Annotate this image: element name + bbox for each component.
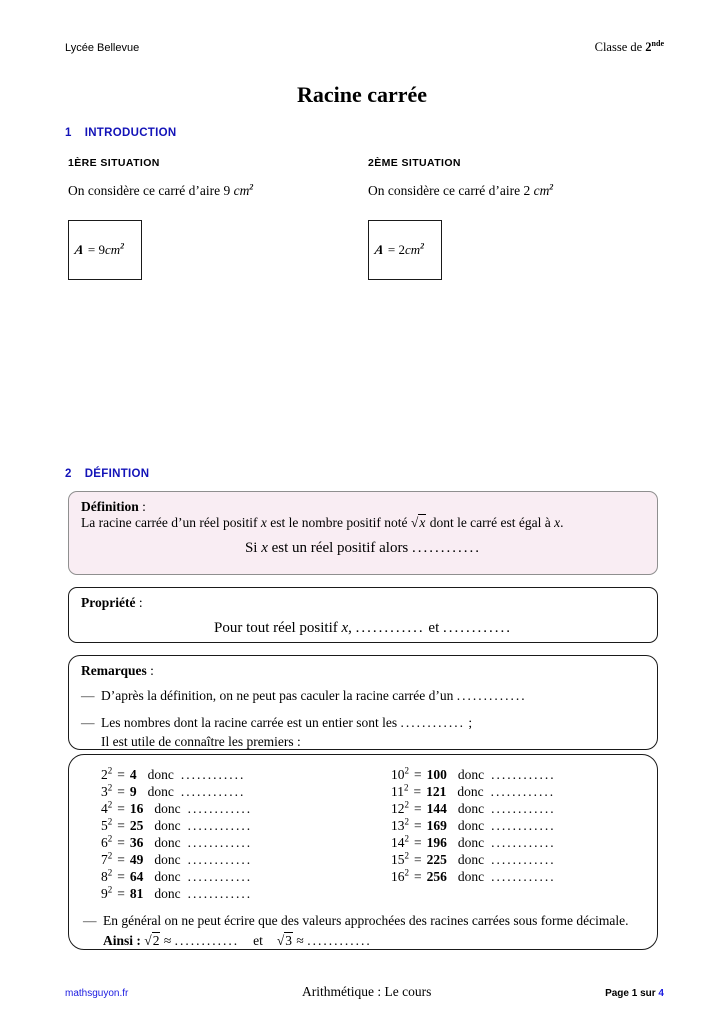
equation-row — [101, 851, 391, 868]
square-value: 225 — [426, 852, 447, 867]
area-formula-2 — [375, 242, 424, 258]
donc-word: donc — [457, 767, 485, 782]
fill-line-text: est un réel positif alors — [267, 540, 413, 556]
var-x: x — [260, 515, 267, 530]
square-exponent: 2 — [404, 867, 409, 878]
equals-sign: = — [413, 784, 422, 799]
square-base: 3 — [101, 784, 108, 799]
equation-row — [101, 783, 391, 800]
section-number: 2 — [65, 468, 72, 480]
situation-1-column — [68, 157, 368, 280]
definition-text: La racine carrée d’un réel positif — [81, 515, 261, 530]
equals-sign: = — [414, 852, 422, 867]
equals-sign: = — [414, 869, 422, 884]
dotted-blank: ............ — [491, 801, 556, 816]
page-header — [65, 40, 664, 55]
unit-cm: cm — [105, 242, 121, 257]
square-exponent: 2 — [404, 799, 409, 810]
equation-row — [391, 868, 643, 885]
area-value-2: = 2 — [384, 242, 406, 257]
dotted-blank: ............ — [491, 835, 556, 850]
remark-2-text — [101, 713, 472, 752]
section-number: 1 — [65, 127, 72, 139]
dotted-blank: ............. — [456, 688, 527, 703]
equation-row — [391, 817, 643, 834]
equation-row — [101, 766, 391, 783]
square-exponent: 2 — [107, 867, 113, 878]
situation-1-sentence: On considère ce carré d’aire 9 — [68, 183, 234, 198]
remarks-label-line — [81, 663, 645, 679]
square-value: 81 — [129, 886, 144, 901]
donc-word: donc — [154, 869, 181, 884]
equation-row — [101, 817, 391, 834]
area-formula-1 — [75, 242, 124, 258]
section-heading-introduction — [65, 127, 176, 139]
square-base: 16 — [391, 869, 405, 884]
equation-row — [391, 800, 643, 817]
remark-text: ; — [465, 714, 473, 730]
fill-line-text: Si — [244, 540, 262, 556]
class-prefix: Classe de — [594, 40, 646, 54]
equation-row — [101, 800, 391, 817]
equals-sign: = — [414, 767, 422, 782]
dotted-blank: ............ — [491, 852, 556, 867]
equals-sign: = — [117, 801, 125, 816]
unit-exponent: 2 — [420, 241, 425, 251]
square-exponent: 2 — [107, 765, 113, 776]
square-value: 49 — [129, 852, 144, 867]
square-exponent: 2 — [107, 799, 113, 810]
square-value: 121 — [426, 784, 447, 799]
square-value: 9 — [129, 784, 137, 799]
fill-line-text: , — [348, 620, 356, 636]
situation-2-sentence: On considère ce carré d’aire 2 — [368, 183, 534, 198]
unit-exponent: 2 — [120, 241, 125, 251]
property-fill-line — [81, 620, 645, 637]
page-footer — [65, 984, 664, 1000]
definition-text: . — [560, 515, 564, 530]
square-base: 10 — [391, 767, 405, 782]
square-exponent: 2 — [404, 850, 409, 861]
dotted-blank: ............ — [187, 886, 253, 901]
section-label: DÉFINTION — [84, 468, 150, 480]
dotted-blank: ............ — [443, 620, 512, 636]
dotted-blank: ............ — [491, 767, 556, 782]
dotted-blank: ............ — [174, 932, 240, 948]
property-label: Propriété — [81, 595, 136, 610]
equals-sign: = — [414, 835, 422, 850]
class-grade-sup: nde — [651, 38, 664, 48]
unit-cm: cm — [233, 183, 250, 198]
page-count-link[interactable]: 4 — [658, 988, 664, 999]
donc-word: donc — [457, 835, 485, 850]
square-figure-1 — [68, 220, 142, 280]
equals-sign: = — [117, 767, 125, 782]
definition-label: Définition — [81, 499, 139, 514]
script-A-symbol: A — [73, 242, 86, 257]
approx-sign: ≈ — [160, 932, 175, 948]
square-base: 8 — [101, 869, 108, 884]
property-label-line — [81, 595, 645, 611]
et-word: et — [253, 932, 263, 948]
equation-column-left — [101, 766, 391, 902]
definition-fill-line — [81, 540, 645, 557]
equation-row — [391, 851, 643, 868]
square-exponent: 2 — [107, 782, 113, 793]
approx-sign: ≈ — [293, 932, 308, 948]
equation-row — [101, 834, 391, 851]
equals-sign: = — [414, 818, 422, 833]
dotted-blank: ............ — [187, 818, 253, 833]
script-A-symbol: A — [373, 242, 386, 257]
var-x: x — [261, 540, 268, 556]
equals-sign: = — [117, 869, 125, 884]
equation-columns — [101, 766, 643, 902]
remark-text-line2: Il est utile de connaître les premiers : — [101, 734, 301, 750]
definition-label-line — [81, 499, 645, 515]
donc-word: donc — [154, 835, 181, 850]
square-exponent: 2 — [404, 816, 409, 827]
item-dash: — — [83, 913, 97, 928]
fill-line-text: Pour tout réel positif — [214, 620, 342, 636]
dotted-blank: ............ — [180, 784, 246, 799]
label-colon: : — [135, 595, 143, 610]
equation-row — [391, 834, 643, 851]
donc-word: donc — [457, 784, 484, 799]
area-value-1: = 9 — [84, 242, 106, 257]
sqrt-3-expression — [277, 932, 293, 948]
equals-sign: = — [117, 886, 125, 901]
dotted-blank: ............ — [187, 835, 253, 850]
square-base: 7 — [101, 852, 108, 867]
square-base: 13 — [391, 818, 405, 833]
equation-row — [391, 783, 643, 800]
dotted-blank: ............ — [180, 767, 246, 782]
equals-sign: = — [117, 818, 125, 833]
remark-item-1 — [81, 686, 645, 706]
square-base: 4 — [101, 801, 108, 816]
square-exponent: 2 — [107, 884, 113, 895]
square-exponent: 2 — [107, 850, 113, 861]
general-remark — [83, 911, 643, 950]
dotted-blank: ............ — [307, 932, 372, 948]
ainsi-label: Ainsi : — [103, 932, 145, 948]
square-value: 144 — [426, 801, 447, 816]
donc-word: donc — [154, 852, 181, 867]
square-value: 4 — [129, 767, 137, 782]
equation-row — [391, 766, 643, 783]
square-exponent: 2 — [404, 833, 409, 844]
section-label: INTRODUCTION — [84, 127, 177, 139]
dotted-blank: ............ — [412, 540, 482, 556]
square-base: 5 — [101, 818, 108, 833]
definition-body — [81, 515, 645, 531]
donc-word: donc — [147, 767, 174, 782]
definition-text: dont le carré est égal à — [426, 515, 555, 530]
donc-word: donc — [457, 869, 485, 884]
equals-sign: = — [414, 801, 422, 816]
perfect-squares-box — [68, 754, 658, 950]
square-value: 196 — [426, 835, 447, 850]
situation-2-text — [368, 183, 660, 199]
square-value: 16 — [129, 801, 144, 816]
donc-word: donc — [457, 801, 485, 816]
dotted-blank: ............ — [491, 818, 556, 833]
square-base: 15 — [391, 852, 405, 867]
fill-line-text: et — [424, 620, 443, 636]
radical-sign: √ — [410, 515, 419, 530]
square-value: 256 — [426, 869, 447, 884]
dotted-blank: ............ — [187, 801, 253, 816]
square-base: 9 — [101, 886, 108, 901]
radicand-x: x — [419, 515, 426, 530]
label-colon: : — [138, 499, 146, 514]
donc-word: donc — [154, 818, 181, 833]
unit-exponent: 2 — [549, 182, 554, 192]
section-heading-definition — [65, 468, 149, 480]
var-x: x — [554, 515, 561, 530]
equals-sign: = — [117, 835, 125, 850]
square-exponent: 2 — [404, 765, 409, 776]
page-indicator — [605, 988, 664, 999]
remarks-label: Remarques — [81, 663, 147, 678]
property-box — [68, 587, 658, 643]
square-value: 169 — [426, 818, 447, 833]
situation-2-column — [368, 157, 660, 280]
square-base: 6 — [101, 835, 108, 850]
donc-word: donc — [154, 801, 181, 816]
dotted-blank: ............ — [187, 869, 253, 884]
general-line1: En général on ne peut écrire que des valeurs approchées des racines carrées sous forme décimale. — [103, 913, 629, 928]
radical-sign: √ — [276, 932, 285, 948]
donc-word: donc — [457, 852, 485, 867]
square-exponent: 2 — [107, 816, 113, 827]
square-base: 11 — [391, 784, 404, 799]
square-base: 12 — [391, 801, 405, 816]
radicand-2: 2 — [152, 932, 160, 948]
remark-text: Les nombres dont la racine carrée est un entier sont les — [101, 714, 401, 730]
radicand-3: 3 — [285, 932, 293, 948]
donc-word: donc — [154, 886, 181, 901]
square-value: 25 — [129, 818, 144, 833]
page-indicator-text: Page 1 sur — [605, 988, 659, 999]
sqrt-x-expression — [411, 514, 426, 530]
definition-box — [68, 491, 658, 575]
equation-row — [101, 868, 391, 885]
situation-1-heading: 1ÈRE SITUATION — [68, 157, 160, 169]
donc-word: donc — [147, 784, 174, 799]
equation-column-right — [391, 766, 643, 902]
class-label — [595, 40, 664, 55]
square-base: 2 — [101, 767, 108, 782]
item-dash: — — [81, 714, 95, 730]
dotted-blank: ............ — [491, 869, 556, 884]
dotted-blank: ............ — [400, 714, 466, 730]
footer-course-title: Arithmétique : Le cours — [302, 984, 432, 999]
square-exponent: 2 — [107, 833, 113, 844]
remarks-box — [68, 655, 658, 750]
square-exponent: 2 — [404, 782, 409, 793]
remark-text: D’après la définition, on ne peut pas caculer la racine carrée d’un — [101, 688, 457, 703]
remark-item-2 — [81, 713, 645, 752]
introduction-columns — [68, 157, 660, 280]
unit-cm: cm — [533, 183, 550, 198]
donc-word: donc — [457, 818, 485, 833]
general-remark-text — [103, 911, 629, 950]
dotted-blank: ............ — [490, 784, 556, 799]
square-figure-2 — [368, 220, 442, 280]
square-value: 100 — [426, 767, 447, 782]
item-dash: — — [81, 688, 95, 703]
equals-sign: = — [117, 784, 125, 799]
situation-2-heading: 2ÈME SITUATION — [368, 157, 461, 169]
sqrt-2-expression — [144, 932, 160, 948]
dotted-blank: ............ — [187, 852, 253, 867]
dotted-blank: ............ — [355, 620, 425, 636]
remark-1-text — [101, 686, 527, 706]
square-value: 64 — [129, 869, 144, 884]
var-x: x — [341, 620, 349, 636]
radical-sign: √ — [144, 932, 152, 948]
definition-text: est le nombre positif noté — [266, 515, 411, 530]
unit-cm: cm — [405, 242, 421, 257]
class-grade: 2 — [645, 40, 652, 54]
website-link[interactable]: mathsguyon.fr — [65, 988, 129, 999]
equation-row — [101, 885, 391, 902]
page-title: Racine carrée — [296, 82, 428, 107]
equals-sign: = — [117, 852, 125, 867]
square-base: 14 — [391, 835, 405, 850]
situation-1-text — [68, 183, 368, 199]
square-value: 36 — [129, 835, 144, 850]
unit-exponent: 2 — [249, 182, 254, 192]
school-name: Lycée Bellevue — [65, 42, 140, 54]
label-colon: : — [146, 663, 154, 678]
